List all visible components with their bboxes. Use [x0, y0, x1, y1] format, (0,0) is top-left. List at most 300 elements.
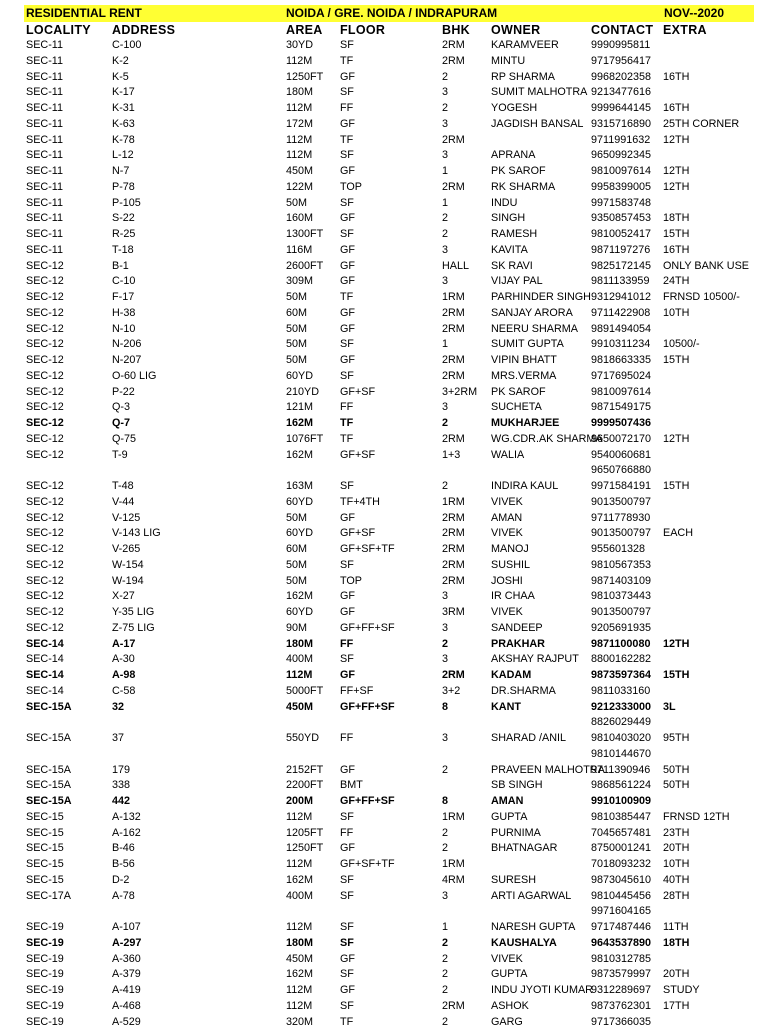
cell-address: V-143 LIG	[112, 526, 282, 542]
cell-bhk: 1	[442, 920, 486, 936]
cell-address: Q-3	[112, 400, 282, 416]
cell-bhk: 2	[442, 211, 486, 227]
cell-address: B-46	[112, 841, 282, 857]
table-row	[0, 133, 768, 149]
column-header-floor: FLOOR	[340, 22, 440, 38]
cell-address: K-31	[112, 101, 282, 117]
cell-floor: TF	[340, 54, 440, 70]
cell-contact: 9871549175	[591, 400, 657, 416]
cell-area: 550YD	[286, 731, 336, 747]
table-row	[0, 243, 768, 259]
cell-locality: SEC-12	[26, 322, 106, 338]
cell-address: A-162	[112, 826, 282, 842]
cell-owner: NEERU SHARMA	[491, 322, 589, 338]
cell-extra: 18TH	[663, 936, 768, 952]
cell-owner: KARAMVEER	[491, 38, 589, 54]
cell-floor: FF	[340, 826, 440, 842]
table-row	[0, 337, 768, 353]
cell-floor: FF+SF	[340, 684, 440, 700]
cell-bhk: 2RM	[442, 542, 486, 558]
cell-floor: GF	[340, 353, 440, 369]
cell-contact: 9990995811	[591, 38, 657, 54]
cell-floor: GF+SF+TF	[340, 857, 440, 873]
table-row	[0, 826, 768, 842]
cell-bhk: 2RM	[442, 526, 486, 542]
cell-locality: SEC-11	[26, 133, 106, 149]
cell-owner: SURESH	[491, 873, 589, 889]
cell-locality: SEC-14	[26, 637, 106, 653]
cell-locality: SEC-19	[26, 920, 106, 936]
cell-contact: 9205691935	[591, 621, 657, 637]
cell-contact: 9999507436	[591, 416, 657, 432]
cell-extra: 11TH	[663, 920, 768, 936]
cell-contact: 9711422908	[591, 306, 657, 322]
cell-locality: SEC-12	[26, 495, 106, 511]
cell-extra: 24TH	[663, 274, 768, 290]
cell-area: 112M	[286, 133, 336, 149]
cell-bhk: 3	[442, 652, 486, 668]
table-row	[0, 85, 768, 101]
cell-extra: 18TH	[663, 211, 768, 227]
cell-extra: 23TH	[663, 826, 768, 842]
cell-contact: 9540060681	[591, 448, 657, 464]
cell-extra: 12TH	[663, 180, 768, 196]
cell-floor: GF	[340, 70, 440, 86]
cell-contact: 9871100080	[591, 637, 657, 653]
cell-address: V-125	[112, 511, 282, 527]
cell-owner: SK RAVI	[491, 259, 589, 275]
cell-area: 50M	[286, 574, 336, 590]
column-header-address: ADDRESS	[112, 22, 282, 38]
cell-area: 162M	[286, 873, 336, 889]
cell-contact: 9013500797	[591, 495, 657, 511]
cell-owner: WALIA	[491, 448, 589, 464]
cell-address: A-107	[112, 920, 282, 936]
table-row	[0, 1015, 768, 1030]
table-row	[0, 605, 768, 621]
cell-bhk: 1	[442, 164, 486, 180]
cell-contact: 9871403109	[591, 574, 657, 590]
table-row	[0, 306, 768, 322]
cell-contact: 9350857453	[591, 211, 657, 227]
cell-locality: SEC-12	[26, 337, 106, 353]
cell-contact: 9013500797	[591, 526, 657, 542]
table-row	[0, 999, 768, 1015]
cell-floor: GF	[340, 668, 440, 684]
cell-floor: SF	[340, 889, 440, 905]
cell-address: K-2	[112, 54, 282, 70]
cell-floor: SF	[340, 920, 440, 936]
table-row	[0, 479, 768, 495]
cell-bhk: 2RM	[442, 511, 486, 527]
cell-owner: JAGDISH BANSAL	[491, 117, 589, 133]
cell-locality: SEC-12	[26, 605, 106, 621]
cell-contact: 9711778930	[591, 511, 657, 527]
cell-owner: AMAN	[491, 794, 589, 810]
cell-locality: SEC-12	[26, 369, 106, 385]
table-row	[0, 416, 768, 432]
cell-locality: SEC-11	[26, 148, 106, 164]
cell-locality: SEC-12	[26, 558, 106, 574]
cell-address: N-207	[112, 353, 282, 369]
cell-owner: NARESH GUPTA	[491, 920, 589, 936]
cell-bhk: 2	[442, 826, 486, 842]
cell-area: 2600FT	[286, 259, 336, 275]
cell-owner: INDU	[491, 196, 589, 212]
cell-bhk: 2	[442, 952, 486, 968]
cell-floor: TF	[340, 1015, 440, 1030]
cell-owner: GUPTA	[491, 967, 589, 983]
cell-owner: PRAKHAR	[491, 637, 589, 653]
cell-owner: YOGESH	[491, 101, 589, 117]
cell-area: 1300FT	[286, 227, 336, 243]
cell-address: T-9	[112, 448, 282, 464]
cell-floor: TF	[340, 290, 440, 306]
cell-extra: 16TH	[663, 243, 768, 259]
cell-bhk: 2RM	[442, 668, 486, 684]
cell-contact: 7018093232	[591, 857, 657, 873]
cell-bhk: 2RM	[442, 369, 486, 385]
cell-address: W-194	[112, 574, 282, 590]
cell-floor: SF	[340, 936, 440, 952]
cell-floor: FF	[340, 637, 440, 653]
cell-bhk: 2	[442, 227, 486, 243]
cell-address: D-2	[112, 873, 282, 889]
cell-bhk: 2RM	[442, 306, 486, 322]
table-row	[0, 778, 768, 794]
cell-locality: SEC-17A	[26, 889, 106, 905]
cell-bhk: 3	[442, 85, 486, 101]
table-row	[0, 369, 768, 385]
cell-floor: SF	[340, 38, 440, 54]
cell-bhk: 2RM	[442, 322, 486, 338]
cell-contact: 9717366035	[591, 1015, 657, 1030]
cell-area: 450M	[286, 164, 336, 180]
cell-extra: ONLY BANK USE	[663, 259, 768, 275]
cell-bhk: 3	[442, 117, 486, 133]
cell-owner: INDIRA KAUL	[491, 479, 589, 495]
cell-owner: DR.SHARMA	[491, 684, 589, 700]
table-row	[0, 857, 768, 873]
cell-floor: SF	[340, 479, 440, 495]
cell-locality: SEC-12	[26, 621, 106, 637]
table-row	[0, 196, 768, 212]
cell-locality: SEC-11	[26, 70, 106, 86]
cell-contact: 9873579997	[591, 967, 657, 983]
table-row	[0, 574, 768, 590]
cell-address: A-468	[112, 999, 282, 1015]
cell-locality: SEC-12	[26, 432, 106, 448]
table-row	[0, 967, 768, 983]
cell-area: 172M	[286, 117, 336, 133]
column-header-bhk: BHK	[442, 22, 486, 38]
cell-floor: FF	[340, 101, 440, 117]
cell-area: 309M	[286, 274, 336, 290]
cell-contact: 9810403020	[591, 731, 657, 747]
cell-address: A-17	[112, 637, 282, 653]
cell-area: 162M	[286, 448, 336, 464]
cell-address: B-1	[112, 259, 282, 275]
table-row	[0, 400, 768, 416]
cell-address: A-98	[112, 668, 282, 684]
cell-contact: 9711390946	[591, 763, 657, 779]
cell-area: 112M	[286, 810, 336, 826]
cell-area: 180M	[286, 936, 336, 952]
cell-floor: GF	[340, 211, 440, 227]
cell-area: 50M	[286, 558, 336, 574]
cell-address: A-78	[112, 889, 282, 905]
cell-bhk: 2	[442, 101, 486, 117]
column-header-row	[0, 22, 768, 38]
cell-contact: 9315716890	[591, 117, 657, 133]
cell-floor: GF+FF+SF	[340, 794, 440, 810]
cell-owner: IR CHAA	[491, 589, 589, 605]
cell-bhk: 3	[442, 243, 486, 259]
cell-locality: SEC-11	[26, 117, 106, 133]
cell-address: T-18	[112, 243, 282, 259]
cell-locality: SEC-11	[26, 211, 106, 227]
cell-floor: SF	[340, 999, 440, 1015]
column-header-contact: CONTACT	[591, 22, 657, 38]
cell-area: 121M	[286, 400, 336, 416]
cell-locality: SEC-11	[26, 101, 106, 117]
cell-area: 112M	[286, 857, 336, 873]
cell-locality: SEC-12	[26, 574, 106, 590]
cell-contact: 8750001241	[591, 841, 657, 857]
cell-address: A-419	[112, 983, 282, 999]
cell-extra: 10500/-	[663, 337, 768, 353]
cell-bhk: 3	[442, 731, 486, 747]
cell-extra: 15TH	[663, 668, 768, 684]
cell-locality: SEC-12	[26, 511, 106, 527]
cell-owner: PK SAROF	[491, 164, 589, 180]
cell-bhk: 2	[442, 70, 486, 86]
cell-bhk: 2RM	[442, 432, 486, 448]
cell-locality: SEC-11	[26, 243, 106, 259]
cell-owner: WG.CDR.AK SHARMA	[491, 432, 589, 448]
cell-contact: 9650766880	[591, 463, 657, 479]
cell-address: K-78	[112, 133, 282, 149]
cell-owner: GARG	[491, 1015, 589, 1030]
cell-area: 112M	[286, 54, 336, 70]
cell-contact: 9971604165	[591, 904, 657, 920]
cell-bhk: 2RM	[442, 999, 486, 1015]
cell-locality: SEC-11	[26, 38, 106, 54]
cell-bhk: 2	[442, 967, 486, 983]
cell-owner: KAVITA	[491, 243, 589, 259]
cell-floor: TF	[340, 432, 440, 448]
table-row	[0, 668, 768, 684]
cell-locality: SEC-12	[26, 416, 106, 432]
cell-owner: AKSHAY RAJPUT	[491, 652, 589, 668]
cell-contact: 9213477616	[591, 85, 657, 101]
cell-bhk: 3	[442, 400, 486, 416]
cell-owner: SANDEEP	[491, 621, 589, 637]
cell-bhk: 3	[442, 274, 486, 290]
cell-extra: 17TH	[663, 999, 768, 1015]
table-row	[0, 164, 768, 180]
column-header-area: AREA	[286, 22, 336, 38]
cell-address: L-12	[112, 148, 282, 164]
cell-address: T-48	[112, 479, 282, 495]
cell-owner: RP SHARMA	[491, 70, 589, 86]
cell-locality: SEC-14	[26, 652, 106, 668]
cell-area: 320M	[286, 1015, 336, 1030]
cell-locality: SEC-11	[26, 196, 106, 212]
cell-locality: SEC-19	[26, 936, 106, 952]
cell-area: 60M	[286, 306, 336, 322]
cell-locality: SEC-12	[26, 385, 106, 401]
cell-area: 112M	[286, 983, 336, 999]
cell-area: 160M	[286, 211, 336, 227]
cell-contact: 955601328	[591, 542, 657, 558]
cell-contact: 9650992345	[591, 148, 657, 164]
cell-area: 50M	[286, 322, 336, 338]
cell-bhk: 8	[442, 700, 486, 716]
cell-area: 450M	[286, 700, 336, 716]
cell-floor: GF+SF	[340, 526, 440, 542]
cell-address: W-154	[112, 558, 282, 574]
cell-address: Q-7	[112, 416, 282, 432]
cell-locality: SEC-19	[26, 983, 106, 999]
cell-owner: PRAVEEN MALHOTRA	[491, 763, 589, 779]
cell-locality: SEC-15A	[26, 731, 106, 747]
cell-floor: GF	[340, 983, 440, 999]
cell-floor: SF	[340, 196, 440, 212]
cell-contact: 9212333000	[591, 700, 657, 716]
cell-owner: VIVEK	[491, 952, 589, 968]
cell-area: 1076FT	[286, 432, 336, 448]
column-header-owner: OWNER	[491, 22, 589, 38]
cell-floor: SF	[340, 652, 440, 668]
cell-contact: 9873762301	[591, 999, 657, 1015]
cell-extra: 15TH	[663, 479, 768, 495]
cell-area: 2200FT	[286, 778, 336, 794]
cell-extra: 3L	[663, 700, 768, 716]
cell-locality: SEC-11	[26, 54, 106, 70]
cell-floor: GF	[340, 306, 440, 322]
table-row	[0, 810, 768, 826]
cell-extra: FRNSD 10500/-	[663, 290, 768, 306]
table-row	[0, 983, 768, 999]
cell-address: Y-35 LIG	[112, 605, 282, 621]
cell-contact: 9910100909	[591, 794, 657, 810]
cell-area: 112M	[286, 101, 336, 117]
cell-extra: 28TH	[663, 889, 768, 905]
cell-bhk: 2	[442, 983, 486, 999]
cell-area: 60YD	[286, 526, 336, 542]
cell-area: 50M	[286, 353, 336, 369]
cell-floor: GF	[340, 243, 440, 259]
cell-address: N-10	[112, 322, 282, 338]
table-row	[0, 274, 768, 290]
cell-owner: SB SINGH	[491, 778, 589, 794]
cell-owner: SHARAD /ANIL	[491, 731, 589, 747]
cell-owner: PURNIMA	[491, 826, 589, 842]
table-row	[0, 117, 768, 133]
cell-contact: 9312941012	[591, 290, 657, 306]
cell-floor: GF	[340, 117, 440, 133]
cell-area: 1250FT	[286, 841, 336, 857]
cell-extra: 25TH CORNER	[663, 117, 768, 133]
table-row	[0, 54, 768, 70]
cell-contact: 9811033160	[591, 684, 657, 700]
cell-floor: SF	[340, 967, 440, 983]
cell-area: 116M	[286, 243, 336, 259]
cell-floor: TOP	[340, 180, 440, 196]
cell-locality: SEC-19	[26, 999, 106, 1015]
cell-bhk: 1RM	[442, 857, 486, 873]
cell-address: R-25	[112, 227, 282, 243]
cell-bhk: 2RM	[442, 38, 486, 54]
cell-owner: BHATNAGAR	[491, 841, 589, 857]
cell-locality: SEC-15A	[26, 778, 106, 794]
cell-address: P-22	[112, 385, 282, 401]
table-row	[0, 148, 768, 164]
cell-bhk: 2RM	[442, 574, 486, 590]
cell-locality: SEC-12	[26, 448, 106, 464]
cell-area: 60YD	[286, 369, 336, 385]
cell-address: 442	[112, 794, 282, 810]
cell-floor: GF+SF+TF	[340, 542, 440, 558]
cell-contact: 9810385447	[591, 810, 657, 826]
cell-floor: GF	[340, 605, 440, 621]
cell-contact: 9717956417	[591, 54, 657, 70]
table-row	[0, 652, 768, 668]
cell-floor: GF	[340, 511, 440, 527]
cell-address: P-78	[112, 180, 282, 196]
cell-floor: FF	[340, 400, 440, 416]
cell-contact: 9013500797	[591, 605, 657, 621]
table-row	[0, 621, 768, 637]
cell-locality: SEC-12	[26, 353, 106, 369]
cell-area: 50M	[286, 511, 336, 527]
cell-locality: SEC-12	[26, 479, 106, 495]
cell-owner: VIVEK	[491, 526, 589, 542]
cell-bhk: HALL	[442, 259, 486, 275]
cell-contact: 9810445456	[591, 889, 657, 905]
cell-area: 50M	[286, 196, 336, 212]
cell-extra: 12TH	[663, 637, 768, 653]
cell-address: 32	[112, 700, 282, 716]
cell-bhk: 3	[442, 621, 486, 637]
cell-address: A-297	[112, 936, 282, 952]
cell-contact: 9810312785	[591, 952, 657, 968]
cell-contact: 9810373443	[591, 589, 657, 605]
cell-contact: 7045657481	[591, 826, 657, 842]
cell-extra: 50TH	[663, 763, 768, 779]
cell-area: 180M	[286, 85, 336, 101]
cell-contact: 9810567353	[591, 558, 657, 574]
cell-address: K-5	[112, 70, 282, 86]
table-row	[0, 259, 768, 275]
cell-contact: 9958399005	[591, 180, 657, 196]
cell-area: 122M	[286, 180, 336, 196]
cell-locality: SEC-15	[26, 873, 106, 889]
cell-owner: SANJAY ARORA	[491, 306, 589, 322]
cell-locality: SEC-15A	[26, 700, 106, 716]
cell-extra: EACH	[663, 526, 768, 542]
cell-bhk: 2	[442, 936, 486, 952]
cell-contact: 9999644145	[591, 101, 657, 117]
cell-locality: SEC-15	[26, 841, 106, 857]
cell-area: 400M	[286, 652, 336, 668]
cell-area: 200M	[286, 794, 336, 810]
cell-area: 180M	[286, 637, 336, 653]
table-row	[0, 322, 768, 338]
cell-extra: 15TH	[663, 227, 768, 243]
cell-extra: FRNSD 12TH	[663, 810, 768, 826]
